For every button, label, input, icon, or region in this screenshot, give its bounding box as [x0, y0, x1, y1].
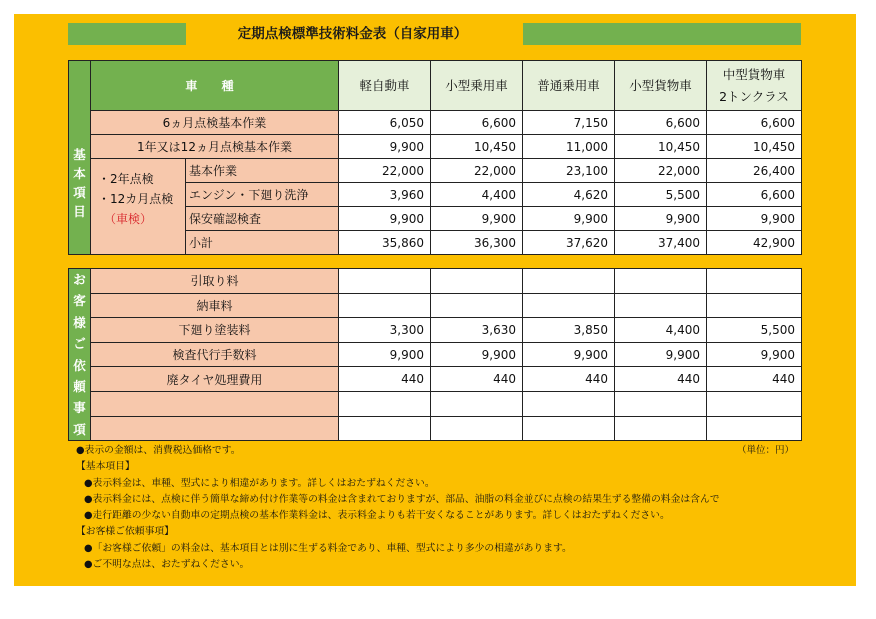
price-cell: 42,900 [707, 231, 802, 255]
price-cell: 3,300 [339, 318, 431, 343]
row-label: 納車料 [91, 293, 339, 318]
table-row [69, 391, 802, 416]
price-cell: 4,400 [431, 183, 523, 207]
row-label: 小計 [186, 231, 339, 255]
price-cell: 9,900 [431, 342, 523, 367]
price-cell [707, 269, 802, 294]
note-basic-heading: 【基本項目】 [76, 461, 135, 473]
price-cell [523, 391, 615, 416]
price-cell: 3,850 [523, 318, 615, 343]
price-cell: 440 [523, 367, 615, 392]
price-cell: 440 [707, 367, 802, 392]
price-cell: 22,000 [339, 159, 431, 183]
price-cell: 36,300 [431, 231, 523, 255]
title-bar-left [68, 23, 186, 45]
header-row [69, 61, 802, 111]
table-row [69, 159, 802, 183]
price-cell: 4,400 [615, 318, 707, 343]
price-cell: 9,900 [339, 207, 431, 231]
price-cell: 37,620 [523, 231, 615, 255]
col-header-small-passenger: 小型乗用車 [431, 61, 523, 111]
price-cell: 3,960 [339, 183, 431, 207]
price-cell: 9,900 [523, 207, 615, 231]
price-cell: 11,000 [523, 135, 615, 159]
price-cell: 26,400 [707, 159, 802, 183]
price-cell: 9,900 [431, 207, 523, 231]
price-cell: 23,100 [523, 159, 615, 183]
price-cell: 4,620 [523, 183, 615, 207]
title-bar-right [523, 23, 801, 45]
price-cell [339, 293, 431, 318]
note-request-1: ●「お客様ご依頼」の料金は、基本項目とは別に生ずる料金であり、車種、型式により多少の相違があります。 [84, 542, 572, 554]
note-request-heading: 【お客様ご依頼事項】 [76, 526, 174, 538]
col-header-kei: 軽自動車 [339, 61, 431, 111]
price-cell [523, 269, 615, 294]
table-row [69, 367, 802, 392]
page-title: 定期点検標準技術料金表（自家用車） [237, 26, 468, 42]
price-cell [339, 391, 431, 416]
price-cell: 22,000 [431, 159, 523, 183]
price-cell [523, 293, 615, 318]
price-cell: 10,450 [615, 135, 707, 159]
note-basic-2: ●表示料金には、点検に伴う簡単な締め付け作業等の料金は含まれておりますが、部品、油脂の料金並びに点検の結果生ずる整備の料金は含んで [84, 493, 720, 505]
row-label: 引取り料 [91, 269, 339, 294]
price-cell: 6,600 [615, 111, 707, 135]
price-cell: 9,900 [707, 207, 802, 231]
price-cell: 10,450 [707, 135, 802, 159]
note-tax: ●表示の金額は、消費税込価格です。 [76, 445, 241, 456]
col-header-regular-passenger: 普通乗用車 [523, 61, 615, 111]
col-header-small-cargo: 小型貨物車 [615, 61, 707, 111]
price-cell: 37,400 [615, 231, 707, 255]
note-basic-3: ●走行距離の少ない自動車の定期点検の基本作業料金は、表示料金よりも若干安くなることがあります。詳しくはおたずねください。 [84, 510, 670, 522]
price-cell: 35,860 [339, 231, 431, 255]
row-label: 1年又は12ヵ月点検基本作業 [91, 135, 339, 159]
row-label: 検査代行手数料 [91, 342, 339, 367]
row-label [91, 391, 339, 416]
price-cell: 9,900 [707, 342, 802, 367]
basic-items-side-label: 基 本 項 目 [69, 61, 91, 255]
price-cell [707, 293, 802, 318]
price-cell: 6,600 [431, 111, 523, 135]
price-cell [431, 293, 523, 318]
price-cell [431, 416, 523, 441]
group-line-shaken: （車検） [104, 212, 153, 226]
price-cell [707, 391, 802, 416]
price-cell: 3,630 [431, 318, 523, 343]
price-cell [615, 293, 707, 318]
price-cell: 440 [615, 367, 707, 392]
row-label: エンジン・下廻り洗浄 [186, 183, 339, 207]
row-label: 6ヵ月点検基本作業 [91, 111, 339, 135]
customer-request-table [68, 268, 802, 441]
price-cell: 10,450 [431, 135, 523, 159]
row-label: 下廻り塗装料 [91, 318, 339, 343]
price-cell: 9,900 [339, 135, 431, 159]
price-cell: 440 [431, 367, 523, 392]
col-header-medium-cargo: 中型貨物車 2トンクラス [707, 61, 802, 111]
table-row [69, 416, 802, 441]
table-row [69, 318, 802, 343]
price-cell: 440 [339, 367, 431, 392]
row-label: 保安確認検査 [186, 207, 339, 231]
unit-label: （単位：円） [737, 445, 795, 456]
price-cell: 6,600 [707, 183, 802, 207]
row-label: 廃タイヤ処理費用 [91, 367, 339, 392]
note-request-2: ●ご不明な点は、おたずねください。 [84, 559, 250, 571]
price-cell [431, 391, 523, 416]
group-line-2yr: ・2年点検 [98, 172, 154, 186]
table-row [69, 135, 802, 159]
notes [76, 443, 720, 573]
table-row [69, 111, 802, 135]
inspection-group-label [91, 159, 186, 255]
row-label: 基本作業 [186, 159, 339, 183]
price-cell: 9,900 [615, 207, 707, 231]
price-cell: 9,900 [615, 342, 707, 367]
price-cell: 6,050 [339, 111, 431, 135]
price-cell: 7,150 [523, 111, 615, 135]
vehicle-type-header: 車 種 [91, 61, 339, 111]
price-cell [615, 416, 707, 441]
table-row [69, 269, 802, 294]
note-basic-1: ●表示料金は、車種、型式により相違があります。詳しくはおたずねください。 [84, 477, 435, 489]
table-row [69, 293, 802, 318]
price-cell: 22,000 [615, 159, 707, 183]
row-label [91, 416, 339, 441]
price-cell [707, 416, 802, 441]
price-cell [615, 269, 707, 294]
price-cell: 5,500 [615, 183, 707, 207]
price-cell: 9,900 [523, 342, 615, 367]
price-cell [339, 416, 431, 441]
basic-items-table [68, 60, 802, 255]
group-line-12mo: ・12カ月点検 [98, 192, 174, 206]
customer-request-side-label: お 客 様 ご 依 頼 事 項 [69, 269, 91, 441]
price-cell [615, 391, 707, 416]
price-cell [339, 269, 431, 294]
price-cell [431, 269, 523, 294]
price-cell: 9,900 [339, 342, 431, 367]
table-row [69, 342, 802, 367]
price-cell: 5,500 [707, 318, 802, 343]
price-cell: 6,600 [707, 111, 802, 135]
price-cell [523, 416, 615, 441]
